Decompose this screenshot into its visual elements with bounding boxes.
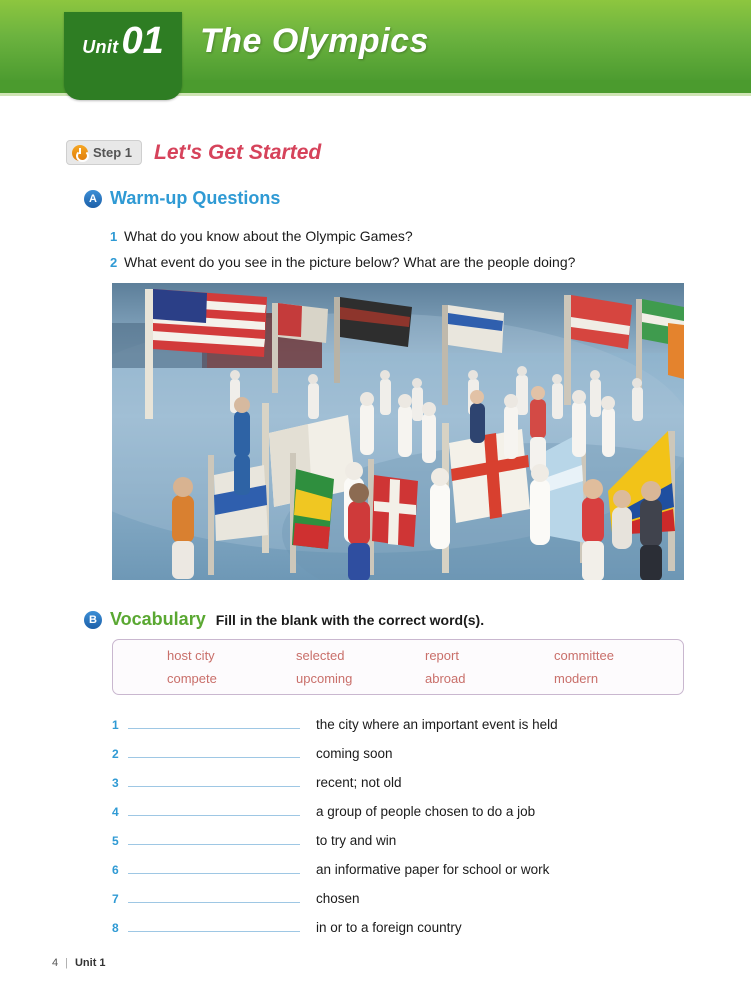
section-b-badge: B bbox=[84, 611, 102, 629]
vocabulary-exercise-list bbox=[112, 714, 684, 946]
item-number: 4 bbox=[112, 805, 119, 819]
item-definition: recent; not old bbox=[316, 775, 402, 790]
step-label: Step 1 bbox=[93, 145, 133, 160]
page-title: The Olympics bbox=[200, 22, 429, 60]
list-item bbox=[112, 859, 684, 888]
question-text: What event do you see in the picture below? What are the people doing? bbox=[124, 254, 576, 270]
page-footer bbox=[52, 957, 106, 969]
section-b-heading: Vocabulary bbox=[110, 609, 206, 629]
item-number: 5 bbox=[112, 834, 119, 848]
item-definition: in or to a foreign country bbox=[316, 920, 462, 935]
item-definition: the city where an important event is held bbox=[316, 717, 558, 732]
section-a-badge: A bbox=[84, 190, 102, 208]
list-item bbox=[110, 254, 710, 270]
word-bank bbox=[112, 639, 684, 695]
step-row bbox=[66, 140, 321, 165]
answer-blank-input[interactable] bbox=[128, 917, 300, 932]
list-item bbox=[112, 743, 684, 772]
footer-unit-label: Unit 1 bbox=[74, 957, 106, 969]
question-number: 1 bbox=[110, 229, 118, 244]
step-chip bbox=[66, 140, 142, 165]
item-definition: an informative paper for school or work bbox=[316, 862, 550, 877]
list-item bbox=[112, 888, 684, 917]
list-item bbox=[112, 801, 684, 830]
word-bank-item: modern bbox=[554, 671, 599, 686]
answer-blank-input[interactable] bbox=[128, 743, 300, 758]
item-definition: coming soon bbox=[316, 746, 393, 761]
answer-blank-input[interactable] bbox=[128, 772, 300, 787]
item-definition: a group of people chosen to do a job bbox=[316, 804, 536, 819]
answer-blank-input[interactable] bbox=[128, 801, 300, 816]
footer-separator: | bbox=[65, 957, 68, 969]
word-bank-item: report bbox=[425, 648, 459, 663]
section-a-header bbox=[84, 188, 280, 209]
list-item bbox=[110, 228, 710, 244]
section-b-header bbox=[84, 609, 484, 630]
answer-blank-input[interactable] bbox=[128, 859, 300, 874]
answer-blank-input[interactable] bbox=[128, 888, 300, 903]
footer-page-number: 4 bbox=[52, 957, 59, 969]
list-item bbox=[112, 917, 684, 946]
unit-word: Unit bbox=[82, 37, 119, 57]
word-bank-item: selected bbox=[296, 648, 345, 663]
word-bank-item: committee bbox=[554, 648, 614, 663]
item-number: 1 bbox=[112, 718, 119, 732]
question-text: What do you know about the Olympic Games? bbox=[124, 228, 413, 244]
item-number: 2 bbox=[112, 747, 119, 761]
list-item bbox=[112, 714, 684, 743]
word-bank-item: host city bbox=[167, 648, 215, 663]
page-header bbox=[0, 0, 751, 104]
item-number: 6 bbox=[112, 863, 119, 877]
power-icon bbox=[72, 145, 88, 161]
item-definition: chosen bbox=[316, 891, 360, 906]
answer-blank-input[interactable] bbox=[128, 714, 300, 729]
list-item bbox=[112, 772, 684, 801]
item-definition: to try and win bbox=[316, 833, 397, 848]
section-b-instruction: Fill in the blank with the correct word(s). bbox=[215, 611, 485, 628]
word-bank-item: upcoming bbox=[296, 671, 353, 686]
warmup-question-list bbox=[110, 228, 710, 280]
unit-number: 01 bbox=[121, 20, 164, 62]
section-a-heading: Warm-up Questions bbox=[110, 188, 281, 208]
answer-blank-input[interactable] bbox=[128, 830, 300, 845]
step-title: Let's Get Started bbox=[154, 140, 322, 164]
item-number: 8 bbox=[112, 921, 119, 935]
unit-tab bbox=[64, 12, 182, 100]
question-number: 2 bbox=[110, 255, 118, 270]
olympics-parade-photo bbox=[112, 283, 684, 580]
word-bank-item: abroad bbox=[425, 671, 466, 686]
word-bank-item: compete bbox=[167, 671, 217, 686]
item-number: 3 bbox=[112, 776, 119, 790]
list-item bbox=[112, 830, 684, 859]
item-number: 7 bbox=[112, 892, 119, 906]
